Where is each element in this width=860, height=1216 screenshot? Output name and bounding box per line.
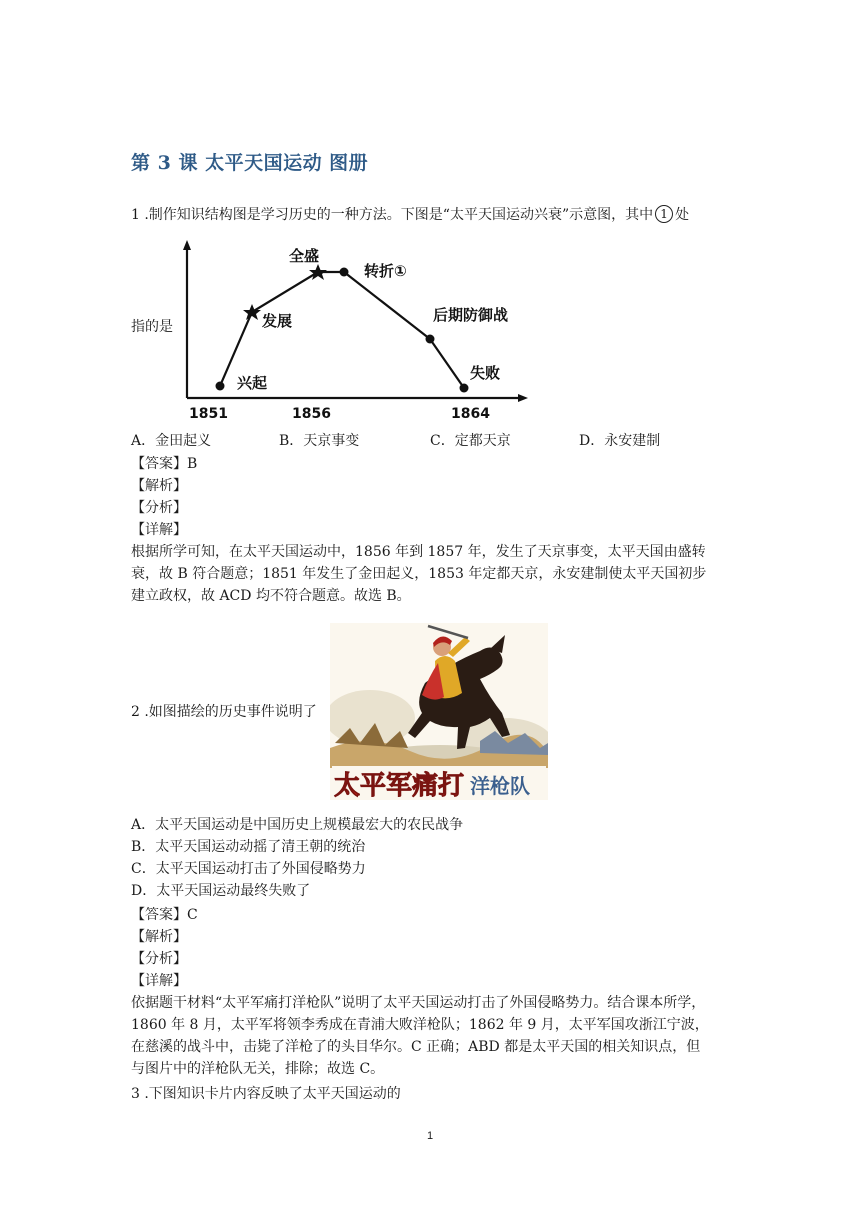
point-peak-star bbox=[309, 264, 327, 280]
q1-stem-line2: 指的是 bbox=[131, 319, 173, 335]
x-axis-arrow bbox=[518, 394, 528, 402]
point-turn bbox=[340, 268, 349, 277]
q1-detail-heading: 【详解】 bbox=[131, 522, 187, 538]
page-title: 第 3 课 太平天国运动 图册 bbox=[131, 152, 369, 174]
q2-explanation-line4: 与图片中的洋枪队无关，排除；故选 C。 bbox=[131, 1061, 385, 1077]
y-axis-arrow bbox=[183, 240, 191, 250]
point-fail bbox=[460, 384, 469, 393]
q1-answer: 【答案】B bbox=[131, 456, 198, 472]
q1-option-c[interactable]: C．定都天京 bbox=[430, 433, 511, 449]
trend-line bbox=[220, 272, 464, 388]
picture-caption-blue: 洋枪队 bbox=[470, 774, 530, 798]
q2-detail-heading: 【详解】 bbox=[131, 973, 187, 989]
taiping-army-illustration bbox=[330, 623, 548, 800]
q2-analysis-heading: 【解析】 bbox=[131, 929, 187, 945]
label-peak: 全盛 bbox=[289, 247, 320, 265]
year-1851: 1851 bbox=[189, 406, 228, 422]
q2-fenxi-heading: 【分析】 bbox=[131, 951, 187, 967]
year-1864: 1864 bbox=[451, 406, 490, 422]
label-fail: 失败 bbox=[470, 364, 501, 382]
q2-explanation-line3: 在慈溪的战斗中，击毙了洋枪了的头目华尔。C 正确；ABD 都是太平天国的相关知识点，但 bbox=[131, 1039, 701, 1055]
point-rise bbox=[216, 382, 225, 391]
year-1856: 1856 bbox=[292, 406, 331, 422]
taiping-rise-fall-diagram bbox=[183, 240, 528, 422]
q1-option-d[interactable]: D．永安建制 bbox=[579, 433, 661, 449]
circled-number-mark: 1 bbox=[655, 205, 673, 223]
q1-option-b[interactable]: B．天京事变 bbox=[279, 433, 360, 449]
q1-option-a[interactable]: A．金田起义 bbox=[131, 433, 212, 449]
q1-explanation-line3: 建立政权，故 ACD 均不符合题意。故选 B。 bbox=[131, 588, 411, 604]
page-number: 1 bbox=[426, 1130, 434, 1142]
label-turn: 转折① bbox=[364, 262, 407, 280]
q1-explanation-line1: 根据所学可知，在太平天国运动中，1856 年到 1857 年，发生了天京事变，太平天国由盛转 bbox=[131, 544, 706, 560]
q2-stem: 2 .如图描绘的历史事件说明了 bbox=[131, 704, 317, 720]
q1-explanation-line2: 衰，故 B 符合题意；1851 年发生了金田起义，1853 年定都天京，永安建制使太平天国初步 bbox=[131, 566, 707, 582]
q2-explanation-line1: 依据题干材料“太平军痛打洋枪队”说明了太平天国运动打击了外国侵略势力。结合课本所学， bbox=[131, 995, 706, 1011]
label-develop: 发展 bbox=[262, 312, 293, 330]
q2-answer: 【答案】C bbox=[131, 907, 198, 923]
point-defense bbox=[426, 335, 435, 344]
q2-option-d[interactable]: D．太平天国运动最终失败了 bbox=[131, 883, 311, 899]
q1-analysis-heading: 【解析】 bbox=[131, 478, 187, 494]
q2-option-b[interactable]: B．太平天国运动动摇了清王朝的统治 bbox=[131, 839, 366, 855]
point-develop-star bbox=[243, 304, 261, 320]
label-late-defense: 后期防御战 bbox=[433, 306, 509, 324]
q2-explanation-line2: 1860 年 8 月，太平军将领李秀成在青浦大败洋枪队；1862 年 9 月，太平军国攻浙江宁波， bbox=[131, 1017, 709, 1033]
q1-stem-end: 处 bbox=[675, 207, 690, 223]
picture-caption-red: 太平军痛打 bbox=[334, 771, 465, 800]
label-rise: 兴起 bbox=[237, 374, 268, 392]
q1-fenxi-heading: 【分析】 bbox=[131, 500, 187, 516]
q2-option-c[interactable]: C．太平天国运动打击了外国侵略势力 bbox=[131, 861, 366, 877]
q2-option-a[interactable]: A．太平天国运动是中国历史上规模最宏大的农民战争 bbox=[131, 817, 464, 833]
q3-stem: 3 .下图知识卡片内容反映了太平天国运动的 bbox=[131, 1086, 401, 1102]
q1-stem-line1 bbox=[131, 204, 689, 226]
q1-stem-text: 1 .制作知识结构图是学习历史的一种方法。下图是“太平天国运动兴衰”示意图，其中 bbox=[131, 207, 654, 223]
